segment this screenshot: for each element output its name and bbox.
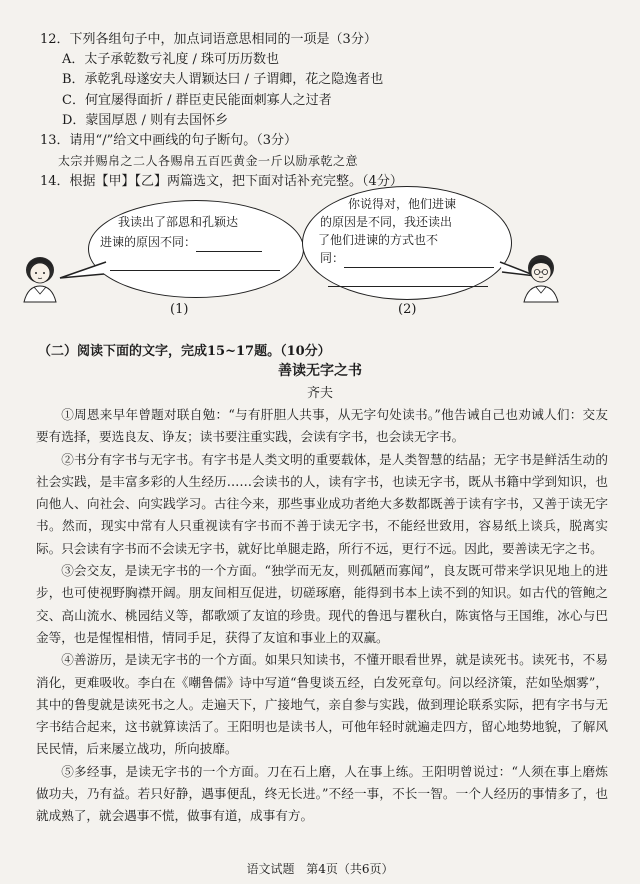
- bubble-2-line-1: 你说得对，他们进谏: [348, 197, 457, 211]
- bubble-1-caption: (1): [170, 302, 189, 317]
- answer-line-1[interactable]: [110, 270, 280, 271]
- q12-option-d: D．蒙国厚恩 / 则有去国怀乡: [62, 113, 229, 128]
- article-title: 善读无字之书: [278, 363, 362, 379]
- q13-stem: 13．请用“/”给文中画线的句子断句。（3分）: [40, 133, 297, 148]
- footer-page-number: 第4页（共6页）: [306, 862, 394, 876]
- footer-subject: 语文试题: [246, 862, 295, 876]
- paragraph-5: ⑤多经事，是读无字书的一个方面。刀在石上磨，人在事上练。王阳明曾说过：“人须在事上磨炼做功夫，乃有益。若只好静，遇事便乱，终无长进。”不经一事，不长一智。一个人经历的事情多了，也就成熟了，就会遇事不慌，做事有道，成事有方。: [36, 763, 608, 824]
- article-author: 齐夫: [306, 386, 333, 401]
- bubble-1-line-2: 进谏的原因不同：: [100, 232, 262, 252]
- article-body: [36, 404, 608, 828]
- paragraph-3: ③会交友，是读无字书的一个方面。“独学而无友，则孤陋而寡闻”，良友既可带来学识见地上的进步，也可使视野胸襟开阔。朋友间相互促进，切磋琢磨，能得到书本上读不到的知识。如古代的管鲍之交、高山流水、桃园结义等，都歌颂了友谊的珍贵。现代的鲁迅与瞿秋白，陈寅恪与王国维，冰心与巴金等，也是惺惺相惜，情同手足，获得了友谊和事业上的双赢。: [36, 563, 608, 645]
- q14-stem: 14．根据【甲】【乙】两篇选文，把下面对话补充完整。（4分）: [40, 174, 403, 189]
- bubble-2-line-3: 了他们进谏的方式也不: [318, 233, 439, 247]
- paragraph-2: ②书分有字书与无字书。有字书是人类文明的重要载体，是人类智慧的结晶；无字书是鲜活生动的社会实践，是丰富多彩的人生经历……会读书的人，读有字书，也读无字书，既从书籍中学到知识，也向他人、向社会、向实践学习。古往今来，那些事业成功者绝大多数都既善于读有字书，又善于读无字书。然而，现实中常有人只重视读有字书而不善于读无字书，不能经世致用，容易纸上谈兵，脱离实际。只会读有字书而不会读无字书，就好比单腿走路，所行不远，更行不远。因此，要善读无字之书。: [36, 451, 608, 556]
- answer-line-2[interactable]: [328, 286, 488, 287]
- boy-figure-icon: [516, 252, 566, 304]
- bubble-2-line-2: 的原因是不同，我还读出: [320, 215, 453, 229]
- bubble-1-line-1: 我读出了部恩和孔颖达: [118, 215, 239, 229]
- q12-option-a: A．太子承乾数亏礼度 / 珠可历历数也: [62, 52, 280, 67]
- page-footer: [0, 860, 640, 877]
- girl-figure-icon: [14, 254, 66, 304]
- q12-option-c: C．何宜屡得面折 / 群臣吏民能面刺寡人之过者: [62, 93, 332, 108]
- q12-option-b: B．承乾乳母遂安夫人谓颖达曰 / 子谓卿，花之隐逸者也: [62, 72, 384, 87]
- paragraph-1: ①周恩来早年曾题对联自勉：“与有肝胆人共事，从无字句处读书。”他告诫自己也劝诫人们：交友要有选择，要选良友、诤友；读书要注重实践，会读有字书，也会读无字书。: [36, 407, 608, 445]
- answer-blank[interactable]: [196, 251, 262, 252]
- paragraph-4: ④善游历，是读无字书的一个方面。如果只知读书，不懂开眼看世界，就是读死书。读死书，不易消化，更难吸收。李白在《嘲鲁儒》诗中写道“鲁叟谈五经，白发死章句。问以经济策，茫如坠烟雾”，其中的鲁叟就是读死书之人。走遍天下，广接地气，亲自参与实践，做到理论联系实际，把有字书与无字书结合起来，这书就算读活了。王阳明也是读书人，可他年轻时就遍走四方，留心地势地貌，了解风民民情，后来屡立战功，所向披靡。: [36, 652, 608, 757]
- answer-blank[interactable]: [344, 267, 494, 268]
- q12-stem: 12．下列各组句子中，加点词语意思相同的一项是（3分）: [40, 32, 377, 47]
- bubble-2-caption: (2): [398, 302, 417, 317]
- section-heading: （二）阅读下面的文字，完成15~17题。（10分）: [38, 344, 331, 359]
- q13-sentence: 太宗并赐帛之二人各赐帛五百匹黄金一斤以励承乾之意: [58, 154, 359, 168]
- bubble-2-line-4: 同：: [320, 248, 494, 268]
